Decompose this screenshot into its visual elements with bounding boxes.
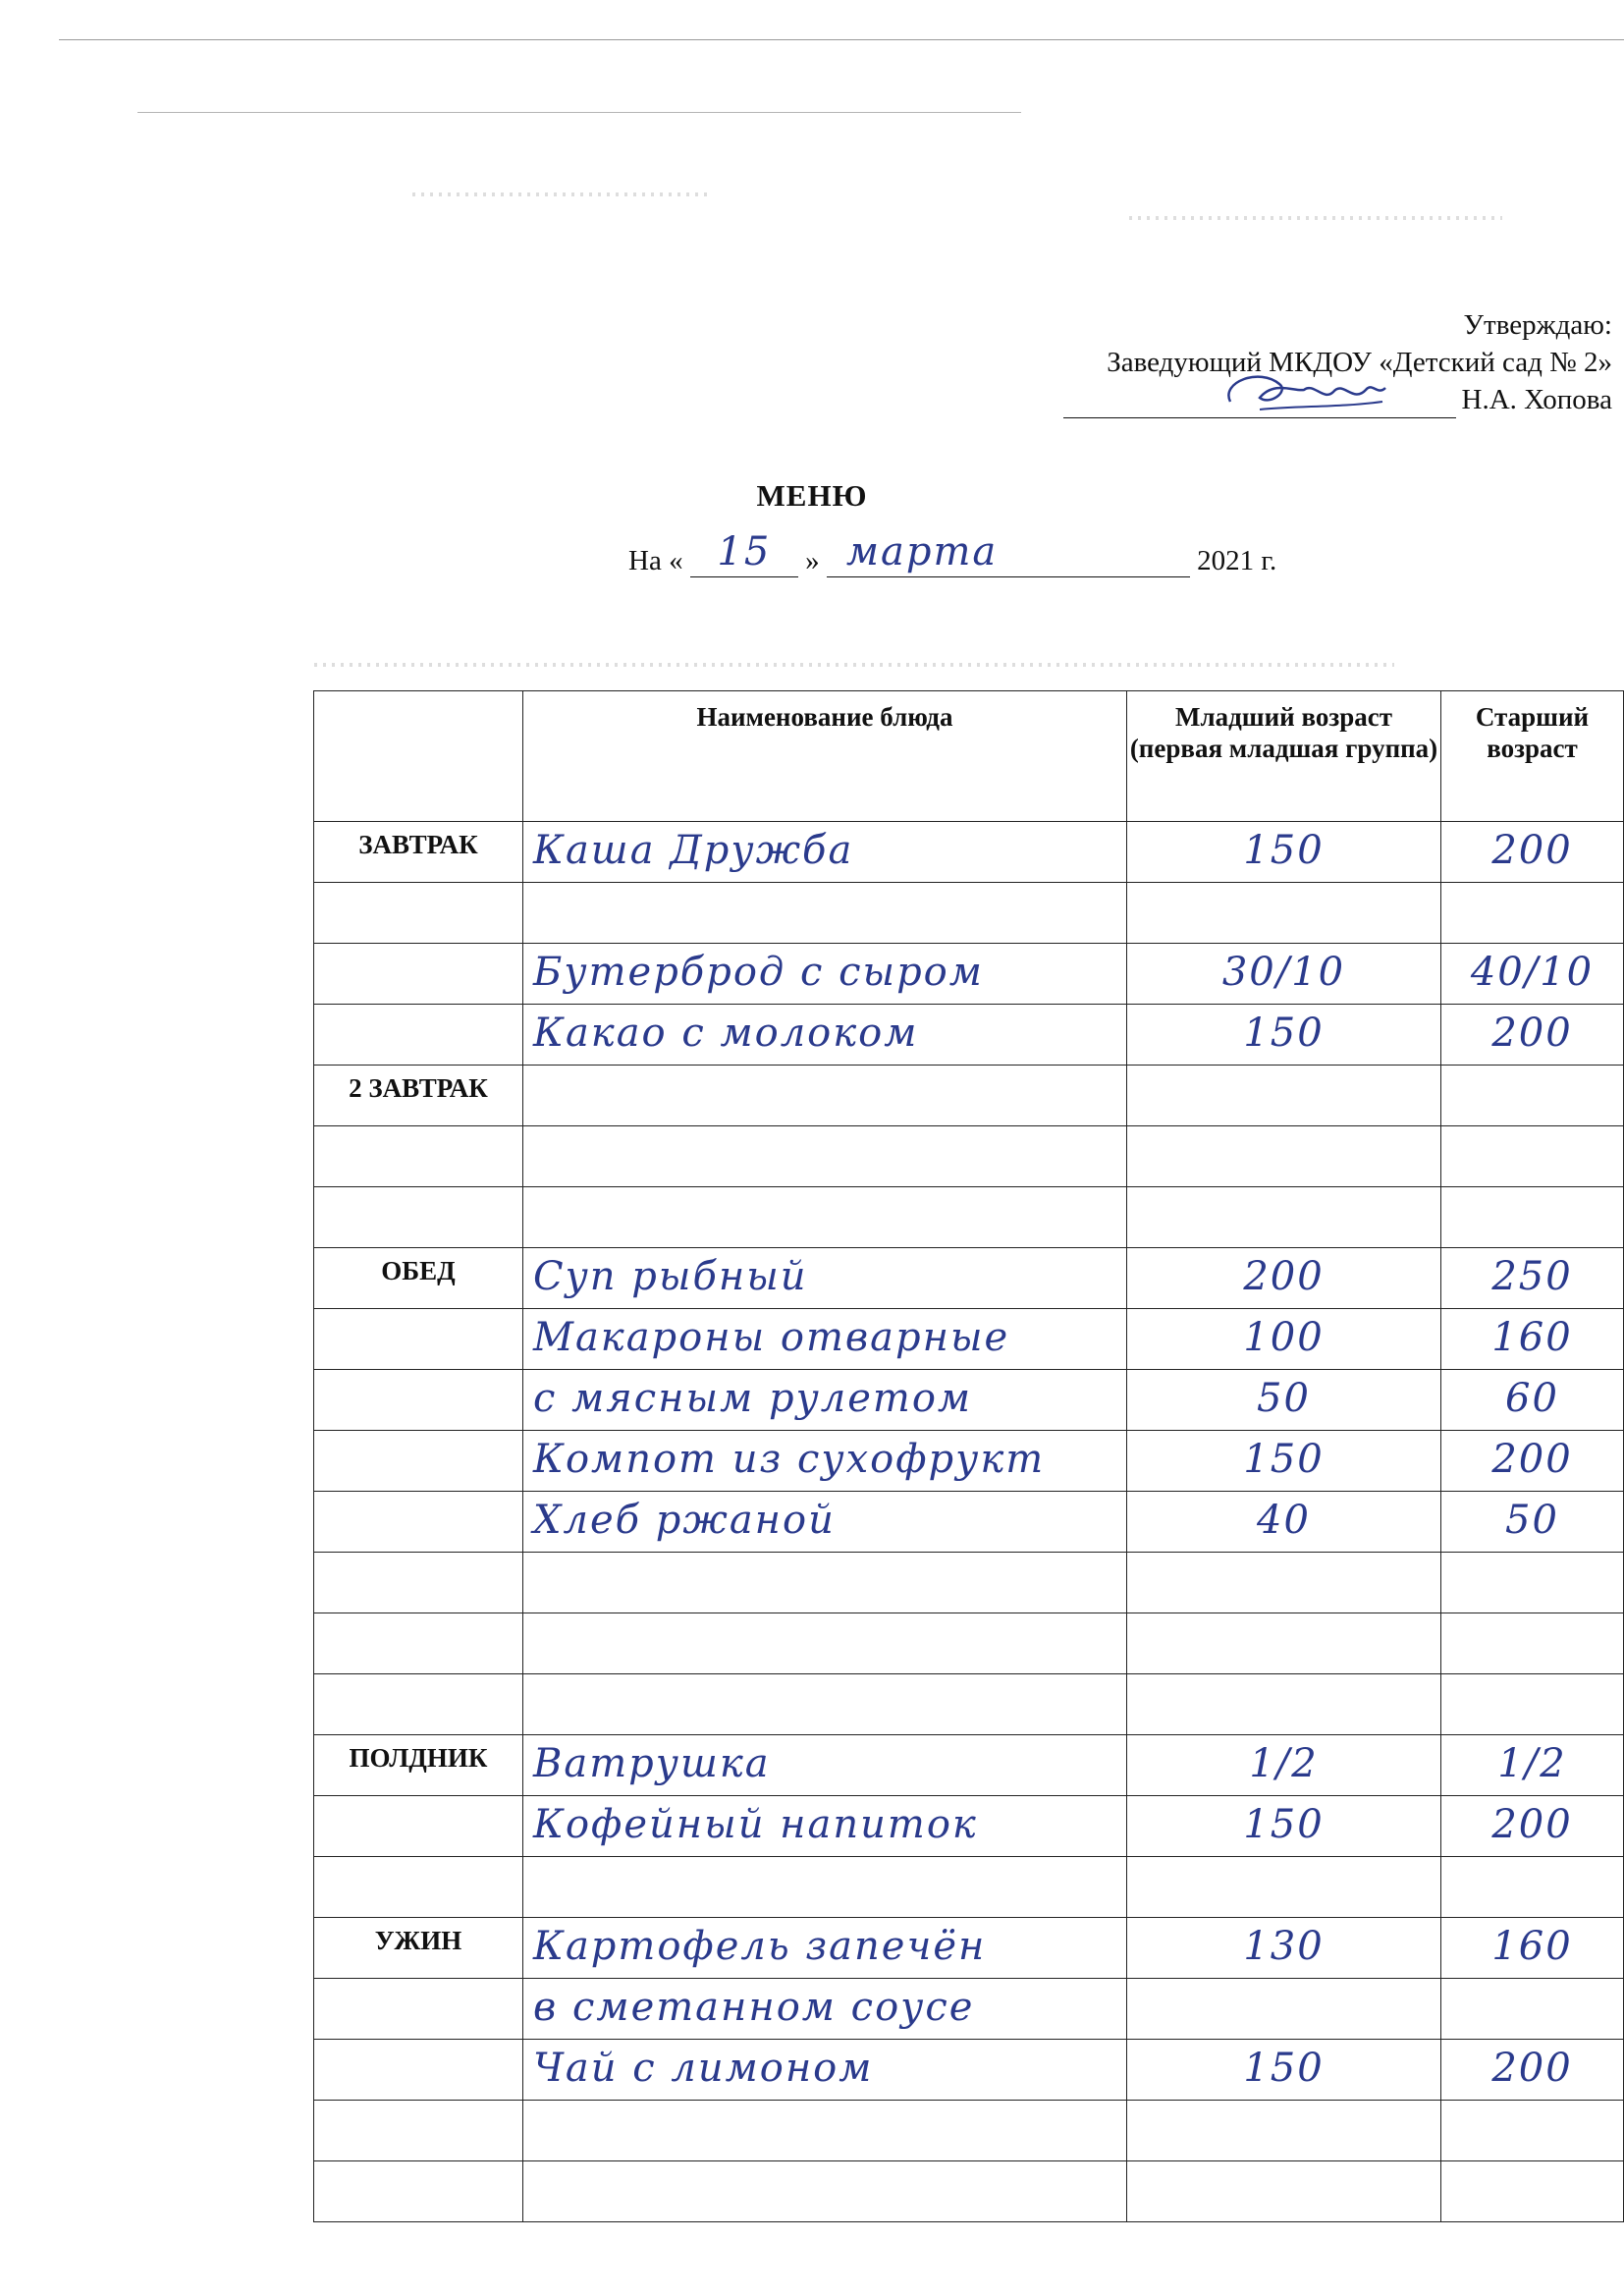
header-dish: Наименование блюда: [523, 691, 1127, 822]
dish-name-cell: [523, 822, 1127, 883]
table-row: [314, 1248, 1624, 1309]
portion-younger-cell: [1127, 1735, 1441, 1796]
date-month: марта: [845, 529, 999, 574]
table-row: [314, 1309, 1624, 1370]
table-row: [314, 1857, 1624, 1918]
portion-younger-cell: [1127, 1005, 1441, 1066]
portion-older: 160: [1491, 1924, 1573, 1969]
meal-label-cell: [314, 2040, 523, 2101]
portion-younger-cell: [1127, 1674, 1441, 1735]
meal-label-cell: [314, 1735, 523, 1796]
portion-older-cell: [1441, 1492, 1624, 1553]
portion-older-cell: [1441, 1431, 1624, 1492]
meal-label-cell: [314, 1857, 523, 1918]
dish-name-cell: [523, 1005, 1127, 1066]
meal-label-cell: [314, 1370, 523, 1431]
dish-name-cell: [523, 1857, 1127, 1918]
dish-name-cell: [523, 1979, 1127, 2040]
table-row: [314, 1126, 1624, 1187]
menu-table: [313, 690, 1624, 2222]
portion-older: 1/2: [1497, 1741, 1567, 1786]
portion-younger-cell: [1127, 1431, 1441, 1492]
meal-label-cell: [314, 1309, 523, 1370]
table-row: [314, 2101, 1624, 2161]
portion-younger-cell: [1127, 1613, 1441, 1674]
table-row: [314, 1674, 1624, 1735]
portion-younger-cell: [1127, 1492, 1441, 1553]
portion-younger: 150: [1243, 1437, 1325, 1482]
dish-name: Суп рыбный: [533, 1254, 808, 1299]
portion-younger: 40: [1257, 1498, 1311, 1543]
dish-name-cell: [523, 1066, 1127, 1126]
portion-younger: 100: [1243, 1315, 1325, 1360]
table-row: [314, 2040, 1624, 2101]
portion-older: 200: [1491, 828, 1573, 873]
portion-younger-cell: [1127, 2161, 1441, 2222]
meal-label-cell: [314, 2101, 523, 2161]
approval-heading: Утверждаю:: [1463, 309, 1612, 341]
meal-label-cell: [314, 1126, 523, 1187]
header-older: Старший возраст: [1441, 691, 1624, 822]
portion-older: 40/10: [1470, 950, 1595, 995]
portion-younger-cell: [1127, 822, 1441, 883]
table-row: [314, 1066, 1624, 1126]
date-day-field: [690, 529, 798, 577]
portion-younger-cell: [1127, 1370, 1441, 1431]
meal-label-cell: [314, 1796, 523, 1857]
table-row: [314, 822, 1624, 883]
dish-name: Бутерброд с сыром: [533, 950, 984, 995]
table-row: [314, 1370, 1624, 1431]
date-mid: »: [805, 545, 820, 576]
portion-older-cell: [1441, 1370, 1624, 1431]
meal-label: УЖИН: [374, 1926, 462, 1955]
portion-older: 60: [1505, 1376, 1559, 1421]
portion-older: 200: [1491, 1011, 1573, 1056]
dish-name-cell: [523, 2161, 1127, 2222]
portion-older: 200: [1491, 2046, 1573, 2091]
date-prefix: На «: [628, 545, 683, 576]
table-row: [314, 2161, 1624, 2222]
dish-name: Какао с молоком: [533, 1011, 919, 1056]
portion-younger-cell: [1127, 1126, 1441, 1187]
scan-noise-3: [314, 663, 1394, 667]
portion-older-cell: [1441, 1187, 1624, 1248]
meal-label-cell: [314, 944, 523, 1005]
table-row: [314, 1492, 1624, 1553]
portion-older-cell: [1441, 1613, 1624, 1674]
portion-older-cell: [1441, 1979, 1624, 2040]
portion-younger-cell: [1127, 1309, 1441, 1370]
table-row: [314, 883, 1624, 944]
scan-noise-1: [412, 192, 707, 196]
meal-label-cell: [314, 1431, 523, 1492]
date-day: 15: [717, 529, 772, 574]
meal-label-cell: [314, 1613, 523, 1674]
portion-older-cell: [1441, 2161, 1624, 2222]
dish-name-cell: [523, 944, 1127, 1005]
dish-name-cell: [523, 1492, 1127, 1553]
dish-name-cell: [523, 2101, 1127, 2161]
portion-younger-cell: [1127, 1248, 1441, 1309]
portion-older-cell: [1441, 883, 1624, 944]
table-row: [314, 1553, 1624, 1613]
portion-older-cell: [1441, 1126, 1624, 1187]
header-younger: Младший возраст (первая младшая группа): [1127, 691, 1441, 822]
approval-position: Заведующий МКДОУ «Детский сад № 2»: [1107, 347, 1612, 378]
portion-older-cell: [1441, 1005, 1624, 1066]
dish-name-cell: [523, 2040, 1127, 2101]
dish-name: Компот из сухофрукт: [533, 1437, 1046, 1482]
table-row: [314, 944, 1624, 1005]
portion-younger-cell: [1127, 1553, 1441, 1613]
meal-label-cell: [314, 822, 523, 883]
portion-younger: 50: [1257, 1376, 1311, 1421]
approval-block: [1063, 306, 1612, 418]
date-line: [628, 529, 1277, 577]
meal-label-cell: [314, 1005, 523, 1066]
portion-younger-cell: [1127, 1979, 1441, 2040]
portion-older-cell: [1441, 1918, 1624, 1979]
portion-younger: 150: [1243, 1802, 1325, 1847]
table-header-row: [314, 691, 1624, 822]
portion-older-cell: [1441, 1248, 1624, 1309]
dish-name-cell: [523, 1735, 1127, 1796]
dish-name-cell: [523, 883, 1127, 944]
date-month-field: [827, 529, 1190, 577]
meal-label-cell: [314, 883, 523, 944]
portion-older-cell: [1441, 944, 1624, 1005]
dish-name: Кофейный напиток: [533, 1802, 978, 1847]
portion-older-cell: [1441, 1674, 1624, 1735]
table-row: [314, 1979, 1624, 2040]
meal-label-cell: [314, 2161, 523, 2222]
portion-older: 200: [1491, 1802, 1573, 1847]
dish-name-cell: [523, 1553, 1127, 1613]
meal-label-cell: [314, 1248, 523, 1309]
dish-name-cell: [523, 1187, 1127, 1248]
dish-name-cell: [523, 1370, 1127, 1431]
portion-younger: 130: [1243, 1924, 1325, 1969]
dish-name: в сметанном соусе: [533, 1985, 975, 2030]
scan-line-2: [137, 112, 1021, 113]
scan-noise-2: [1129, 216, 1502, 220]
dish-name-cell: [523, 1796, 1127, 1857]
table-row: [314, 1431, 1624, 1492]
meal-label: ОБЕД: [381, 1256, 456, 1285]
portion-younger: 150: [1243, 2046, 1325, 2091]
portion-older-cell: [1441, 2101, 1624, 2161]
portion-younger-cell: [1127, 1918, 1441, 1979]
portion-older: 200: [1491, 1437, 1573, 1482]
portion-younger-cell: [1127, 2101, 1441, 2161]
meal-label-cell: [314, 1492, 523, 1553]
dish-name-cell: [523, 1674, 1127, 1735]
portion-younger-cell: [1127, 2040, 1441, 2101]
portion-younger: 200: [1243, 1254, 1325, 1299]
meal-label-cell: [314, 1674, 523, 1735]
portion-older-cell: [1441, 1309, 1624, 1370]
table-row: [314, 1918, 1624, 1979]
meal-label-cell: [314, 1066, 523, 1126]
meal-label-cell: [314, 1553, 523, 1613]
page-title: МЕНЮ: [756, 478, 868, 513]
signature-line: [1063, 388, 1456, 418]
dish-name: Макароны отварные: [533, 1315, 1010, 1360]
dish-name-cell: [523, 1431, 1127, 1492]
meal-label-cell: [314, 1187, 523, 1248]
table-row: [314, 1187, 1624, 1248]
dish-name-cell: [523, 1126, 1127, 1187]
dish-name: с мясным рулетом: [533, 1376, 973, 1421]
dish-name: Хлеб ржаной: [533, 1498, 836, 1543]
portion-younger-cell: [1127, 1796, 1441, 1857]
portion-older: 250: [1491, 1254, 1573, 1299]
dish-name: Чай с лимоном: [533, 2046, 874, 2091]
portion-younger: 150: [1243, 828, 1325, 873]
table-row: [314, 1005, 1624, 1066]
portion-older-cell: [1441, 1796, 1624, 1857]
portion-younger: 30/10: [1221, 950, 1346, 995]
portion-older-cell: [1441, 2040, 1624, 2101]
meal-label-cell: [314, 1979, 523, 2040]
portion-older-cell: [1441, 1553, 1624, 1613]
table-row: [314, 1796, 1624, 1857]
approval-name: Н.А. Хопова: [1461, 384, 1612, 415]
table-row: [314, 1613, 1624, 1674]
date-year: 2021 г.: [1197, 545, 1277, 576]
portion-younger-cell: [1127, 944, 1441, 1005]
portion-older: 160: [1491, 1315, 1573, 1360]
meal-label: ПОЛДНИК: [349, 1743, 488, 1773]
meal-label-cell: [314, 1918, 523, 1979]
dish-name: Картофель запечён: [533, 1924, 987, 1969]
portion-older-cell: [1441, 1857, 1624, 1918]
portion-younger-cell: [1127, 1857, 1441, 1918]
portion-older: 50: [1505, 1498, 1559, 1543]
dish-name-cell: [523, 1613, 1127, 1674]
table-row: [314, 1735, 1624, 1796]
header-meal: [314, 691, 523, 822]
dish-name: Каша Дружба: [533, 828, 854, 873]
dish-name-cell: [523, 1918, 1127, 1979]
portion-older-cell: [1441, 822, 1624, 883]
menu-body: [314, 822, 1624, 2222]
portion-younger-cell: [1127, 1066, 1441, 1126]
portion-older-cell: [1441, 1735, 1624, 1796]
signature: [1220, 362, 1387, 421]
portion-older-cell: [1441, 1066, 1624, 1126]
dish-name-cell: [523, 1248, 1127, 1309]
scan-top-line: [59, 39, 1624, 40]
dish-name: Ватрушка: [533, 1741, 771, 1786]
portion-younger-cell: [1127, 883, 1441, 944]
portion-younger: 1/2: [1249, 1741, 1319, 1786]
meal-label: ЗАВТРАК: [358, 830, 478, 859]
meal-label: 2 ЗАВТРАК: [349, 1073, 488, 1103]
dish-name-cell: [523, 1309, 1127, 1370]
portion-younger: 150: [1243, 1011, 1325, 1056]
portion-younger-cell: [1127, 1187, 1441, 1248]
